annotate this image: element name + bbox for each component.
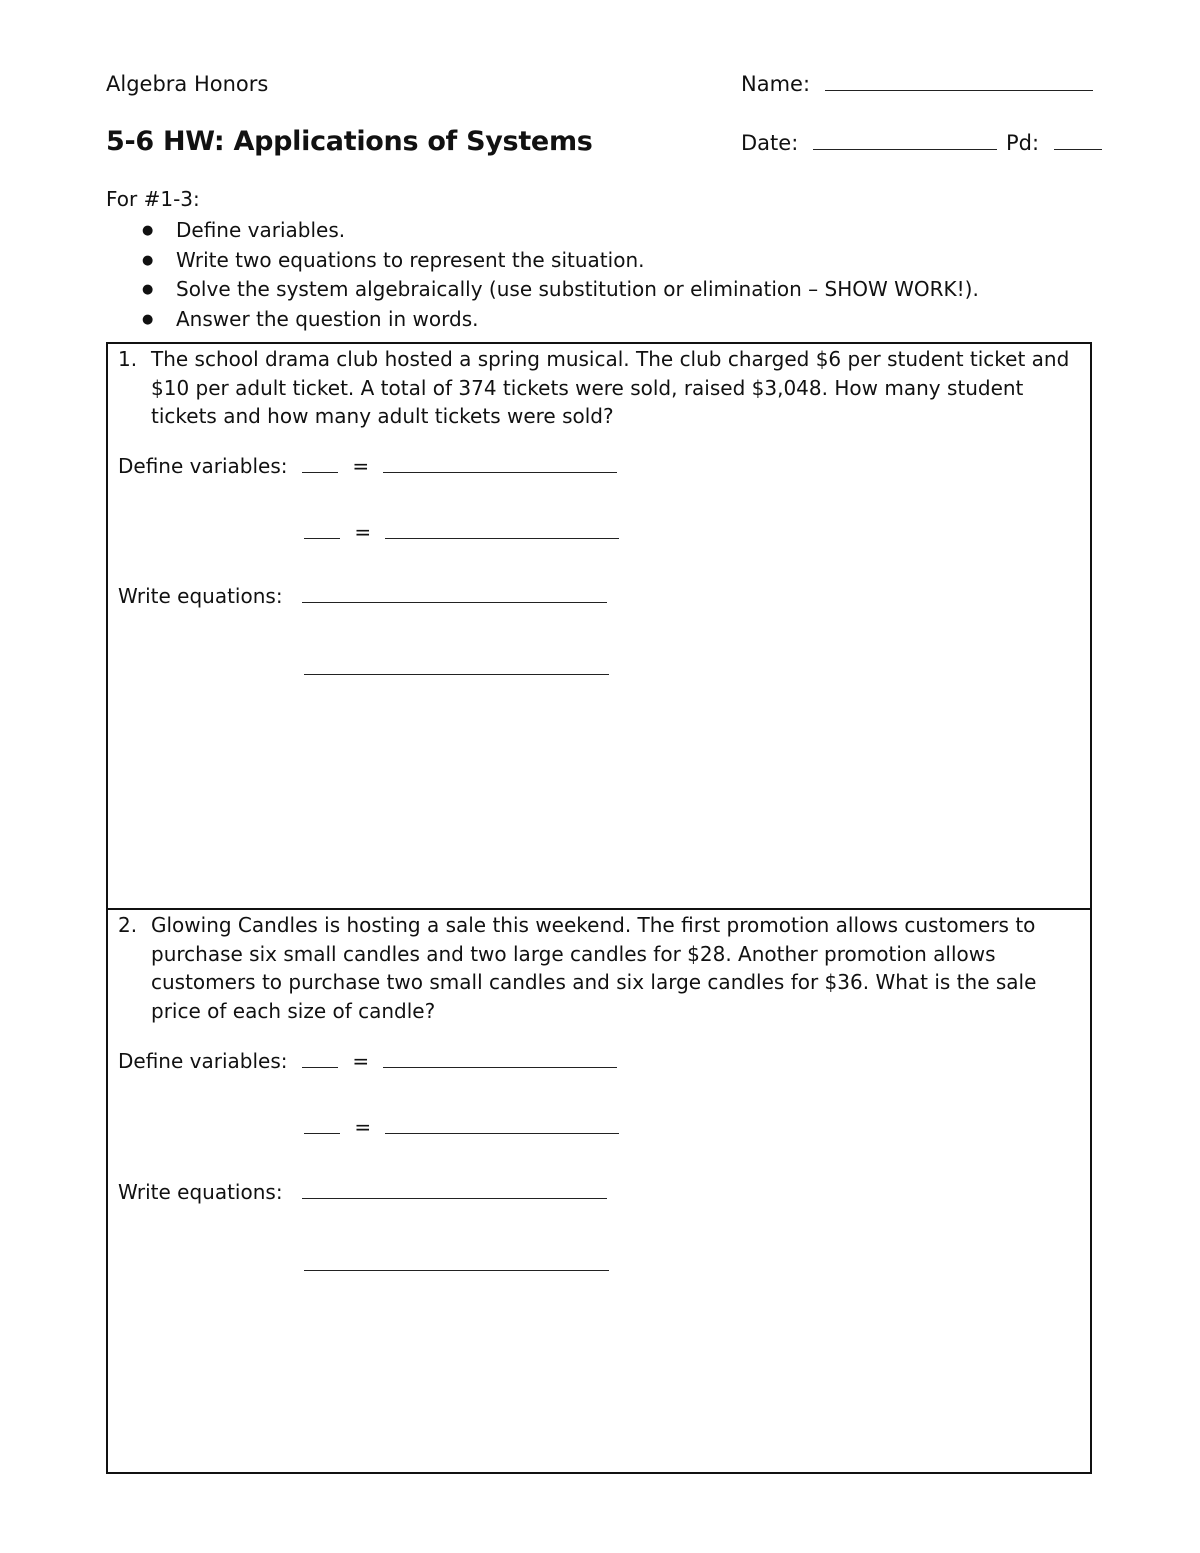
equation-row-2[interactable] [304,656,609,680]
equation-row-1[interactable] [302,584,607,608]
variable-blank[interactable] [304,1132,340,1134]
instruction-item: ● Write two equations to represent the situation. [106,246,979,276]
equals-sign: = [354,1115,372,1139]
problem-text: Glowing Candles is hosting a sale this weekend. The first promotion allows customers to purchase six small candles and two large candles for $28. Another promotion allows customers to purchase two small candles and six large candles for $36. What is the sale price of each size of candle? [151,913,1037,1023]
page-title: 5-6 HW: Applications of Systems [106,126,593,157]
variable-meaning-blank[interactable] [385,1132,619,1134]
instruction-item: ● Answer the question in words. [106,305,979,335]
period-field[interactable] [1006,131,1102,155]
date-blank[interactable] [813,148,997,150]
variable-meaning-blank[interactable] [385,537,619,539]
define-variable-row-1[interactable] [302,1049,617,1073]
write-equations-label: Write equations: [118,1180,283,1204]
name-label: Name: [741,72,811,96]
variable-blank[interactable] [302,1066,338,1068]
define-variable-row-2[interactable] [304,1115,619,1139]
problem-number: 1. [118,347,138,371]
date-field[interactable] [741,131,997,155]
define-variable-row-1[interactable] [302,454,617,478]
variable-meaning-blank[interactable] [383,1066,617,1068]
equation-blank[interactable] [304,673,609,675]
name-field[interactable] [741,72,1093,96]
equals-sign: = [352,454,370,478]
problem-box-1 [106,342,1092,910]
define-variables-label: Define variables: [118,454,288,478]
problem-text: The school drama club hosted a spring musical. The club charged $6 per student ticket and $10 per adult ticket. A total of 374 tickets were sold, raised $3,048. How many student tickets and how many adult tickets were sold? [151,347,1070,428]
date-label: Date: [741,131,799,155]
period-blank[interactable] [1054,148,1102,150]
equation-blank[interactable] [304,1269,609,1271]
name-blank[interactable] [825,89,1093,91]
equation-row-2[interactable] [304,1252,609,1276]
equation-blank[interactable] [302,601,607,603]
work-area-1[interactable] [108,724,1088,904]
write-equations-label: Write equations: [118,584,283,608]
instruction-item: ● Define variables. [106,216,979,246]
equals-sign: = [352,1049,370,1073]
variable-blank[interactable] [302,471,338,473]
variable-meaning-blank[interactable] [383,471,617,473]
instructions-intro: For #1-3: [106,187,200,211]
equation-row-1[interactable] [302,1180,607,1204]
instructions-list [106,216,979,334]
instruction-item: ● Solve the system algebraically (use substitution or elimination – SHOW WORK!). [106,275,979,305]
course-name: Algebra Honors [106,72,269,96]
equals-sign: = [354,520,372,544]
problem-number: 2. [118,913,138,937]
problem-box-2 [106,908,1092,1474]
equation-blank[interactable] [302,1197,607,1199]
period-label: Pd: [1006,131,1040,155]
define-variables-label: Define variables: [118,1049,288,1073]
define-variable-row-2[interactable] [304,520,619,544]
variable-blank[interactable] [304,537,340,539]
work-area-2[interactable] [108,1310,1088,1470]
